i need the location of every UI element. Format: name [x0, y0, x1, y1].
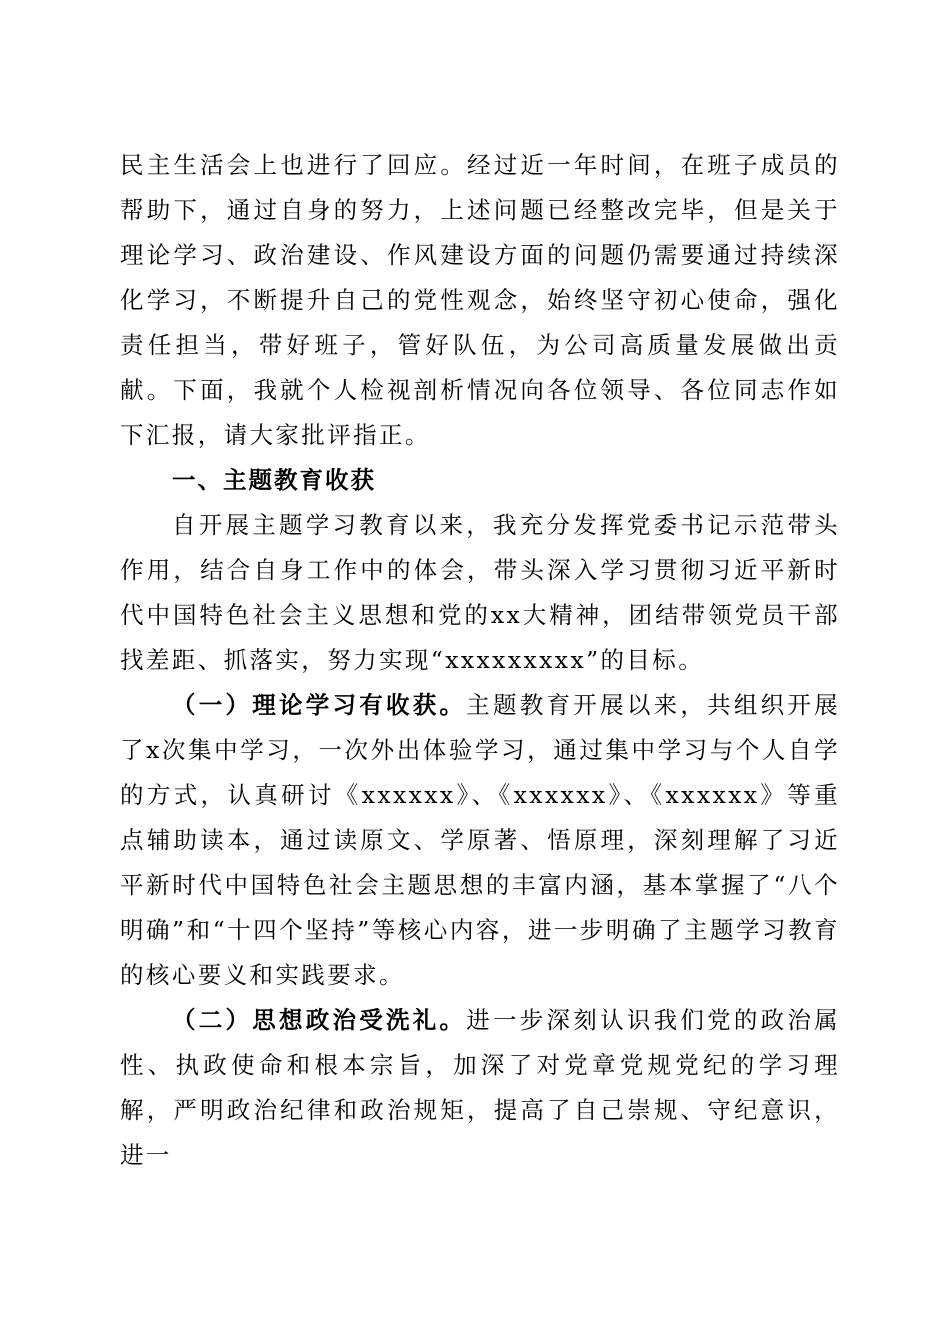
section-heading: 一、主题教育收获 [172, 466, 376, 494]
intro-paragraph: 民主生活会上也进行了回应。经过近一年时间，在班子成员的帮助下，通过自身的努力，上述问题已经整改完毕，但是关于理论学习、政治建设、作风建设方面的问题仍需要通过持续深化学习，不断提升自己的党性观念，始终坚守初心使命，强化责任担当，带好班子，管好队伍，为公司高质量发展做出贡献。下面，我就个人检视剖析情况向各位领导、各位同志作如下汇报，请大家批评指正。 [120, 151, 840, 449]
document-body [120, 143, 840, 1178]
item-text-theory: 主题教育开展以来，共组织开展了x次集中学习，一次外出体验学习，通过集中学习与个人自学的方式，认真研讨《xxxxxx》、《xxxxxx》、《xxxxxx》等重点辅助读本，通过读原文、学原著、悟原理，深刻理解了习近平新时代中国特色社会主题思想的丰富内涵，基本掌握了“八个明确”和“十四个坚持”等核心内容，进一步明确了主题学习教育的核心要义和实践要求。 [120, 691, 840, 989]
item-lead-theory: （一）理论学习有收获。 [172, 691, 467, 719]
item-lead-politics: （二）思想政治受洗礼。 [172, 1006, 467, 1034]
item-paragraph-theory [120, 683, 840, 998]
item-paragraph-politics [120, 998, 840, 1178]
item-text-politics: 进一步深刻认识我们党的政治属性、执政使命和根本宗旨，加深了对党章党规党纪的学习理解，严明政治纪律和政治规矩，提高了自己崇规、守纪意识，进一 [120, 1006, 840, 1169]
section-paragraph: 自开展主题学习教育以来，我充分发挥党委书记示范带头作用，结合自身工作中的体会，带头深入学习贯彻习近平新时代中国特色社会主义思想和党的xx大精神，团结带领党员干部找差距、抓落实，努力实现“xxxxxxxxx”的目标。 [120, 511, 840, 674]
